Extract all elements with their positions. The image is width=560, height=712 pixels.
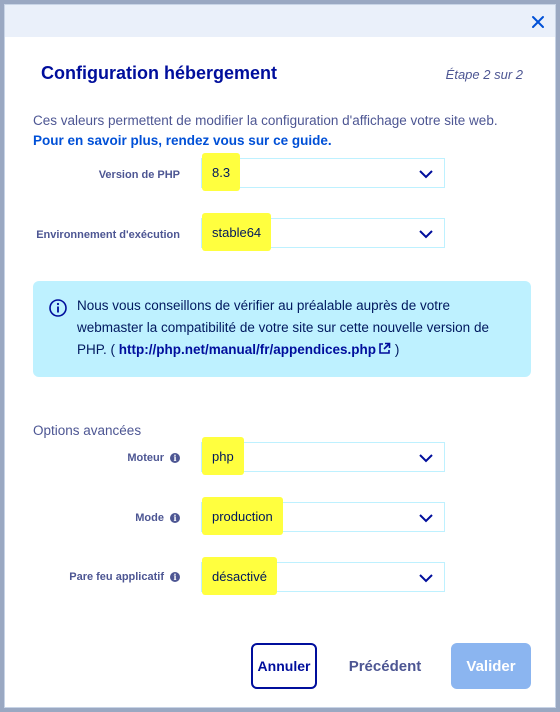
- configuration-modal: [4, 4, 556, 708]
- info-alert: [33, 281, 531, 377]
- firewall-select[interactable]: [201, 562, 445, 592]
- chevron-down-icon: [418, 450, 434, 466]
- info-icon[interactable]: i: [170, 453, 180, 463]
- modal-description: [33, 111, 533, 151]
- chevron-down-icon: [418, 226, 434, 242]
- description-text: Ces valeurs permettent de modifier la configuration d'affichage votre site web.: [33, 113, 498, 128]
- advanced-options-title: Options avancées: [33, 423, 142, 438]
- close-icon: [531, 15, 545, 29]
- validate-button[interactable]: Valider: [451, 643, 531, 689]
- previous-button[interactable]: Précédent: [348, 657, 422, 675]
- runtime-value: stable64: [202, 213, 271, 251]
- modal-title: Configuration hébergement: [41, 63, 278, 83]
- engine-select[interactable]: [201, 442, 445, 472]
- mode-select[interactable]: [201, 502, 445, 532]
- engine-value: php: [202, 437, 244, 475]
- cancel-button[interactable]: Annuler: [251, 643, 317, 689]
- php-version-select[interactable]: [201, 158, 445, 188]
- engine-label: Moteur i: [5, 448, 180, 468]
- alert-text: Nous vous conseillons de vérifier au préalable auprès de votre webmaster la compatibilité de votre site sur cette nouvelle version de PHP. ( http://php.net/manual/fr/appendices.php ): [77, 298, 489, 357]
- step-indicator: Étape 2 sur 2: [445, 67, 523, 82]
- guide-link[interactable]: Pour en savoir plus, rendez vous sur ce guide.: [33, 133, 332, 148]
- mode-label: Mode i: [5, 508, 180, 528]
- firewall-value: désactivé: [202, 557, 277, 595]
- php-version-value: 8.3: [202, 153, 240, 191]
- mode-value: production: [202, 497, 283, 535]
- close-button[interactable]: [527, 11, 549, 33]
- modal-topbar: [5, 5, 555, 37]
- chevron-down-icon: [418, 570, 434, 586]
- external-link-icon: [378, 342, 391, 355]
- info-icon: [49, 299, 67, 317]
- chevron-down-icon: [418, 510, 434, 526]
- info-icon[interactable]: i: [170, 572, 180, 582]
- info-icon[interactable]: i: [170, 513, 180, 523]
- chevron-down-icon: [418, 166, 434, 182]
- runtime-select[interactable]: [201, 218, 445, 248]
- runtime-label: Environnement d'exécution: [36, 229, 180, 241]
- php-version-label: Version de PHP: [98, 169, 180, 181]
- php-appendices-link[interactable]: http://php.net/manual/fr/appendices.php: [119, 342, 391, 357]
- firewall-label: Pare feu applicatif i: [5, 567, 180, 587]
